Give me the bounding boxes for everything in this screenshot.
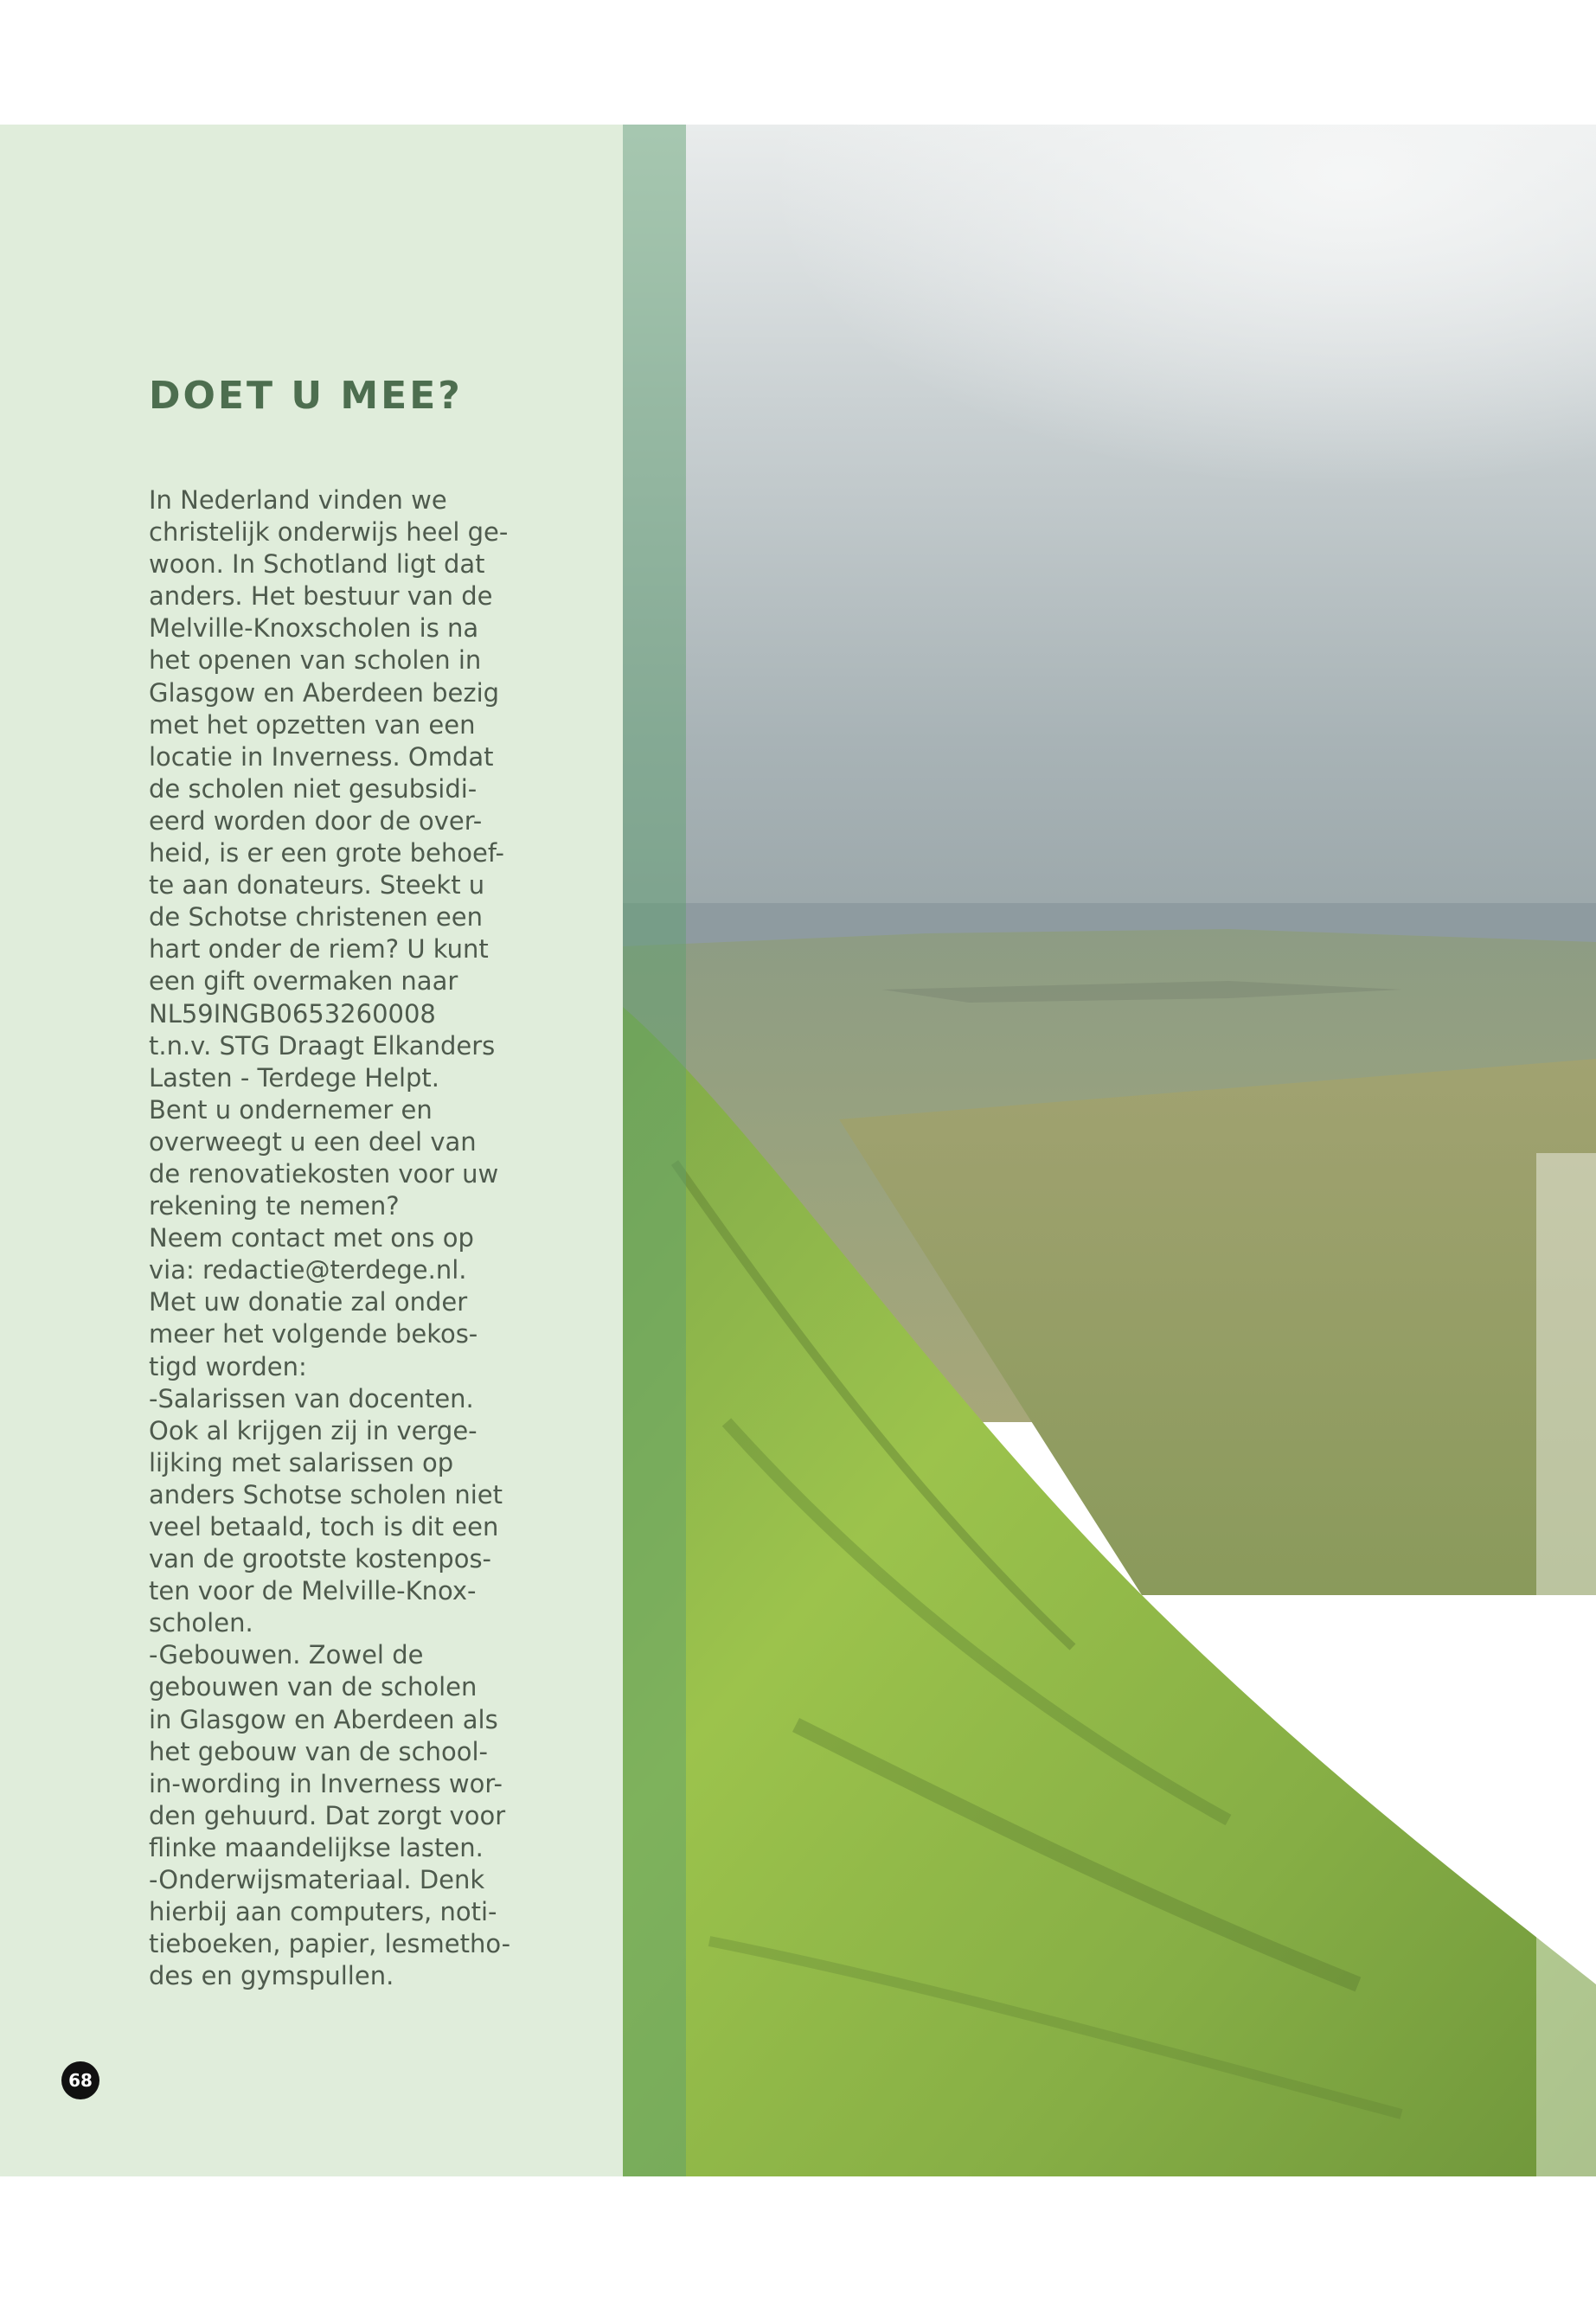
body-text-line: Bent u ondernemer en	[149, 1094, 433, 1125]
body-text-line: eerd worden door de over-	[149, 805, 483, 836]
body-text-line: locatie in Inverness. Omdat	[149, 741, 494, 772]
body-text-line: met het opzetten van een	[149, 709, 476, 740]
body-text-line: het gebouw van de school-	[149, 1736, 488, 1766]
body-text-line: heid, is er een grote behoef-	[149, 838, 504, 868]
body-text-line: den gehuurd. Dat zorgt voor	[149, 1800, 506, 1830]
body-text-line: t.n.v. STG Draagt Elkanders	[149, 1030, 496, 1061]
body-text-line: een gift overmaken naar	[149, 966, 458, 997]
body-text-line: anders Schotse scholen niet	[149, 1479, 503, 1509]
body-text-line: Glasgow en Aberdeen bezig	[149, 677, 500, 708]
body-text-line: woon. In Schotland ligt dat	[149, 549, 485, 580]
body-text-line: de Schotse christenen een	[149, 902, 483, 933]
body-text-line: NL59INGB0653260008	[149, 998, 436, 1029]
body-text-line: de scholen niet gesubsidi-	[149, 773, 478, 804]
body-text-line: lijking met salarissen op	[149, 1447, 454, 1477]
landscape-photo	[623, 125, 1596, 2176]
body-text-line: des en gymspullen.	[149, 1961, 394, 1991]
body-text-line: -Salarissen van docenten.	[149, 1383, 474, 1413]
body-text-line: flinke maandelijkse lasten.	[149, 1832, 484, 1862]
body-text-line: tieboeken, papier, lesmetho-	[149, 1929, 511, 1959]
body-text-line: christelijk onderwijs heel ge-	[149, 517, 509, 548]
body-text-line: rekening te nemen?	[149, 1191, 400, 1221]
body-text-line: in-wording in Inverness wor-	[149, 1768, 503, 1798]
body-text-line: Melville-Knoxscholen is na	[149, 613, 479, 644]
body-text-line: veel betaald, toch is dit een	[149, 1512, 499, 1541]
body-text-line: het openen van scholen in	[149, 645, 482, 676]
body-text-line: via: redactie@terdege.nl.	[149, 1255, 467, 1285]
body-text-line: overweegt u een deel van	[149, 1126, 477, 1157]
body-text-line: Lasten - Terdege Helpt.	[149, 1062, 439, 1093]
body-text-line: Neem contact met ons op	[149, 1223, 474, 1253]
green-overlay-strip	[623, 125, 686, 2176]
body-text-line: hart onder de riem? U kunt	[149, 934, 489, 965]
body-text-line: meer het volgende bekos-	[149, 1319, 478, 1349]
body-text-line: in Glasgow en Aberdeen als	[149, 1704, 498, 1734]
body-text-line: ten voor de Melville-Knox-	[149, 1576, 477, 1606]
page-number-badge: 68	[61, 2061, 99, 2099]
article-body	[149, 484, 511, 1992]
body-text-line: de renovatiekosten voor uw	[149, 1158, 499, 1189]
body-text-line: -Onderwijsmateriaal. Denk	[149, 1865, 485, 1895]
body-text-line: anders. Het bestuur van de	[149, 581, 493, 612]
white-overlay-strip	[1536, 1153, 1596, 2176]
body-text-line: tigd worden:	[149, 1351, 307, 1381]
body-text-line: scholen.	[149, 1608, 253, 1638]
body-text-line: hierbij aan computers, noti-	[149, 1897, 497, 1927]
body-text-line: te aan donateurs. Steekt u	[149, 870, 485, 901]
body-text-line: gebouwen van de scholen	[149, 1672, 478, 1702]
body-text-line: Ook al krijgen zij in verge-	[149, 1415, 478, 1445]
article-heading: DOET U MEE?	[149, 374, 463, 418]
body-text-line: -Gebouwen. Zowel de	[149, 1640, 424, 1670]
body-text-line: Met uw donatie zal onder	[149, 1287, 468, 1317]
body-text-line: van de grootste kostenpos-	[149, 1544, 492, 1574]
body-text-line: In Nederland vinden we	[149, 485, 447, 515]
